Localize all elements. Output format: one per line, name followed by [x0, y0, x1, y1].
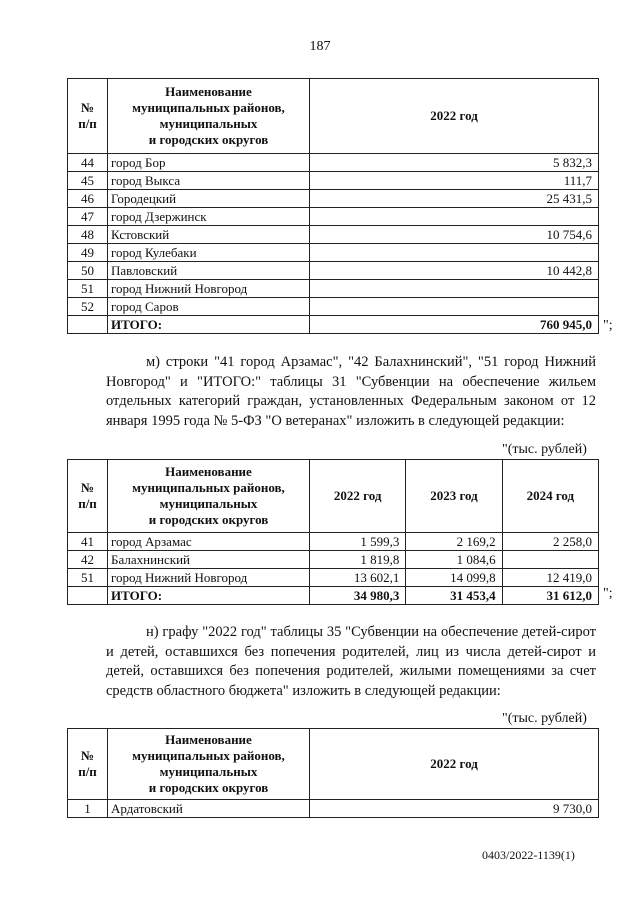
- row-name: Ардатовский: [108, 800, 310, 818]
- row-value-2023: 14 099,8: [406, 569, 502, 587]
- row-name: город Нижний Новгород: [108, 280, 310, 298]
- row-number: 41: [68, 533, 108, 551]
- total-label: ИТОГО:: [108, 316, 310, 334]
- row-name: Городецкий: [108, 190, 310, 208]
- table-row: [68, 154, 599, 172]
- row-value-2022: 1 599,3: [310, 533, 406, 551]
- row-value: 9 730,0: [310, 800, 599, 818]
- row-value: [310, 244, 599, 262]
- table-1: [67, 78, 599, 334]
- row-value: 5 832,3: [310, 154, 599, 172]
- row-value-2024: 12 419,0: [502, 569, 598, 587]
- table-row: [68, 800, 599, 818]
- row-value: 10 754,6: [310, 226, 599, 244]
- row-name: город Арзамас: [108, 533, 310, 551]
- col-no-header: № п/п: [68, 79, 108, 154]
- row-name: город Саров: [108, 298, 310, 316]
- row-name: город Выкса: [108, 172, 310, 190]
- paragraph-m-text: м) строки "41 город Арзамас", "42 Балахнинский", "51 город Нижний Новгород" и "ИТОГО:" таблицы 31 "Субвенции на обеспечение жильем отдельных категорий граждан, установленных Федеральным законом от 12 января 1995 года № 5-ФЗ "О ветеранах" изложить в следующей редакции:: [106, 354, 596, 429]
- row-number: 48: [68, 226, 108, 244]
- row-number: 47: [68, 208, 108, 226]
- row-number: 44: [68, 154, 108, 172]
- row-value: 111,7: [310, 172, 599, 190]
- table-row: [68, 298, 599, 316]
- row-name: Кстовский: [108, 226, 310, 244]
- row-number: 51: [68, 569, 108, 587]
- col-2024-header: 2024 год: [502, 460, 598, 533]
- paragraph-m: [106, 353, 596, 431]
- row-number: 42: [68, 551, 108, 569]
- table-row: [68, 226, 599, 244]
- table-row: [68, 208, 599, 226]
- total-row: [68, 587, 599, 605]
- row-value-2023: 2 169,2: [406, 533, 502, 551]
- row-value: [310, 280, 599, 298]
- row-name: город Кулебаки: [108, 244, 310, 262]
- row-value: 10 442,8: [310, 262, 599, 280]
- row-value-2022: 13 602,1: [310, 569, 406, 587]
- table-row: [68, 172, 599, 190]
- row-name: Балахнинский: [108, 551, 310, 569]
- table-2: [67, 459, 599, 605]
- table-2-closing-quote: ";: [603, 586, 613, 601]
- total-value-2023: 31 453,4: [406, 587, 502, 605]
- total-value-2024: 31 612,0: [502, 587, 598, 605]
- row-number: 50: [68, 262, 108, 280]
- col-name-header: Наименование муниципальных районов, муниципальных и городских округов: [108, 729, 310, 800]
- table-row: [68, 190, 599, 208]
- table-row: [68, 280, 599, 298]
- row-value-2022: 1 819,8: [310, 551, 406, 569]
- page-number: 187: [309, 39, 331, 54]
- col-name-header: Наименование муниципальных районов, муниципальных и городских округов: [108, 79, 310, 154]
- row-number: 1: [68, 800, 108, 818]
- table-row: [68, 551, 599, 569]
- paragraph-n-text: н) графу "2022 год" таблицы 35 "Субвенции на обеспечение детей-сирот и детей, оставшихся без попечения родителей, лиц из числа детей-сирот и детей, оставшихся без попечения родителей, жилыми помещениями за счет средств областного бюджета" изложить в следующей редакции:: [106, 624, 596, 699]
- document-code: 0403/2022-1139(1): [482, 848, 575, 862]
- unit-label-1: "(тыс. рублей): [502, 442, 587, 457]
- table-row: [68, 244, 599, 262]
- col-2023-header: 2023 год: [406, 460, 502, 533]
- row-value: [310, 208, 599, 226]
- col-year-header: 2022 год: [310, 729, 599, 800]
- col-name-header: Наименование муниципальных районов, муниципальных и городских округов: [108, 460, 310, 533]
- row-value-2024: [502, 551, 598, 569]
- row-value: 25 431,5: [310, 190, 599, 208]
- row-number: 45: [68, 172, 108, 190]
- row-value-2024: 2 258,0: [502, 533, 598, 551]
- total-blank: [68, 316, 108, 334]
- unit-label-2: "(тыс. рублей): [502, 711, 587, 726]
- col-no-header: № п/п: [68, 729, 108, 800]
- row-name: город Бор: [108, 154, 310, 172]
- row-number: 49: [68, 244, 108, 262]
- row-name: город Дзержинск: [108, 208, 310, 226]
- row-number: 51: [68, 280, 108, 298]
- row-number: 46: [68, 190, 108, 208]
- table-row: [68, 533, 599, 551]
- total-blank: [68, 587, 108, 605]
- paragraph-n: [106, 623, 596, 701]
- table-row: [68, 569, 599, 587]
- row-name: Павловский: [108, 262, 310, 280]
- row-value: [310, 298, 599, 316]
- row-value-2023: 1 084,6: [406, 551, 502, 569]
- table-row: [68, 262, 599, 280]
- table-1-closing-quote: ";: [603, 318, 613, 333]
- col-2022-header: 2022 год: [310, 460, 406, 533]
- total-label: ИТОГО:: [108, 587, 310, 605]
- col-no-header: № п/п: [68, 460, 108, 533]
- total-value-2022: 34 980,3: [310, 587, 406, 605]
- table-3: [67, 728, 599, 818]
- col-year-header: 2022 год: [310, 79, 599, 154]
- row-number: 52: [68, 298, 108, 316]
- total-value: 760 945,0: [310, 316, 599, 334]
- row-name: город Нижний Новгород: [108, 569, 310, 587]
- total-row: [68, 316, 599, 334]
